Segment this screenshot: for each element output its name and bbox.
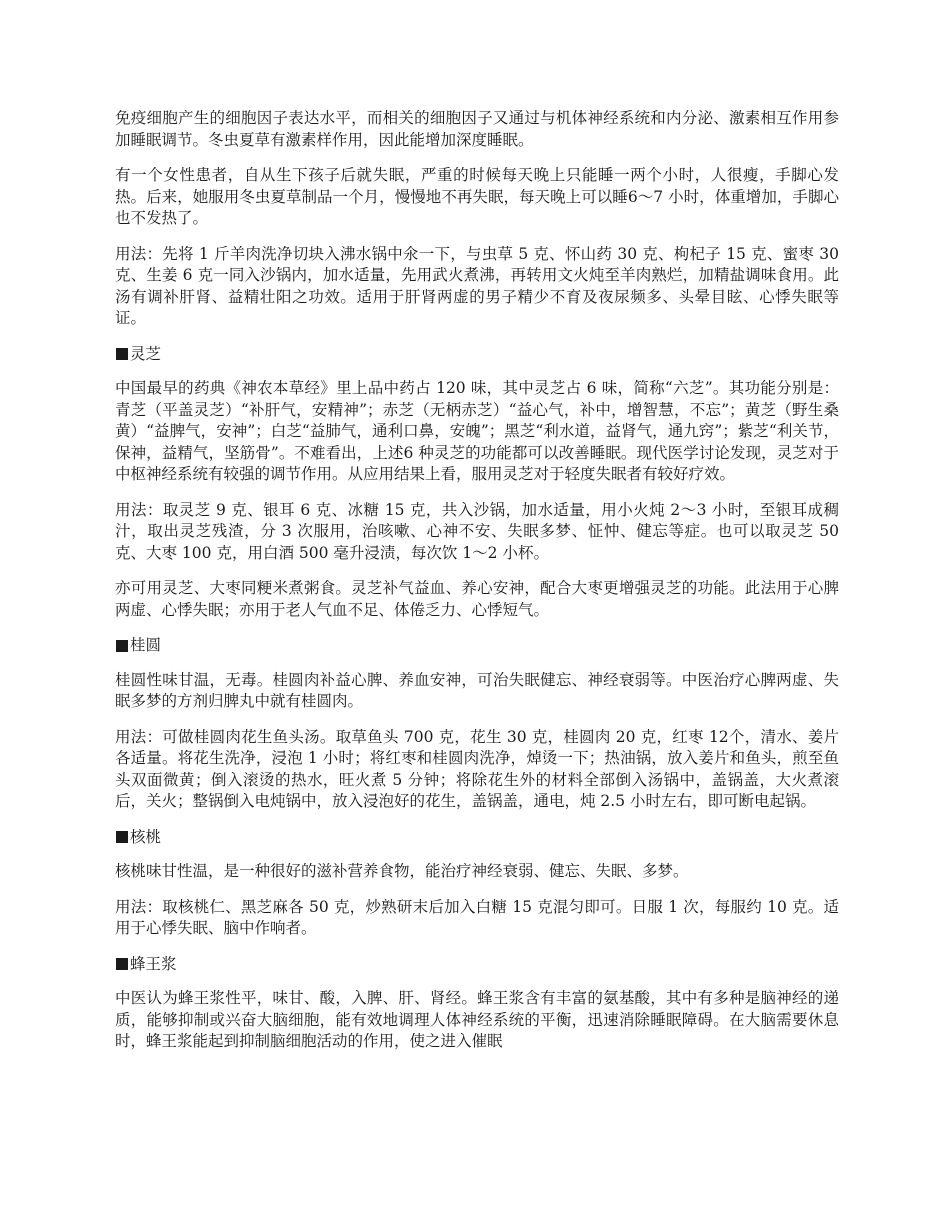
black-square-bullet-icon (116, 640, 128, 652)
section-title: 桂圆 (130, 636, 162, 654)
black-square-bullet-icon (116, 958, 128, 970)
section-walnut-heading (115, 827, 839, 849)
walnut-intro-paragraph: 核桃味甘性温，是一种很好的滋补营养食物，能治疗神经衰弱、健忘、失眠、多梦。 (115, 862, 689, 880)
section-title: 蜂王浆 (130, 954, 177, 973)
lingzhi-intro-paragraph: 中国最早的药典《神农本草经》里上品中药占 120 味，其中灵芝占 6 味，简称“六芝”。其功能分别是：青芝（平盖灵芝）“补肝气，安精神”；赤芝（无柄赤芝）“益心气，补中，增智慧，不忘”；黄芝（野生桑黄）“益脾气，安神”；白芝“益肺气，通利口鼻，安魄”；黑芝“利水道，益肾气，通九窍”；紫芝“利关节，保神，益精气，坚筋骨”。不难看出，上述6 种灵芝的功能都可以改善睡眠。现代医学讨论发现，灵芝对于中枢神经系统有较强的调节作用。从应用结果上看，服用灵芝对于轻度失眠者有较好疗效。 (115, 379, 839, 483)
section-royal-jelly-heading (115, 954, 839, 976)
royal-jelly-intro-paragraph: 中医认为蜂王浆性平，味甘、酸，入脾、肝、肾经。蜂王浆含有丰富的氨基酸，其中有多种是脑神经的递质，能够抑制或兴奋大脑细胞，能有效地调理人体神经系统的平衡，迅速消除睡眠障碍。在大脑需要休息时，蜂王浆能起到抑制脑细胞活动的作用，使之进入催眠 (115, 989, 839, 1050)
walnut-usage-paragraph: 用法：取核桃仁、黑芝麻各 50 克，炒熟研末后加入白糖 15 克混匀即可。日服 1 次，每服约 10 克。适用于心悸失眠、脑中作响者。 (115, 897, 839, 937)
section-longan-heading (115, 635, 839, 657)
section-title: 灵芝 (130, 344, 162, 363)
lingzhi-porridge-paragraph: 亦可用灵芝、大枣同粳米煮粥食。灵芝补气益血、养心安神，配合大枣更增强灵芝的功能。此法用于心脾两虚、心悸失眠；亦用于老人气血不足、体倦乏力、心悸短气。 (115, 579, 839, 619)
cordyceps-usage-paragraph: 用法：先将 1 斤羊肉洗净切块入沸水锅中氽一下，与虫草 5 克、怀山药 30 克、枸杞子 15 克、蜜枣 30 克、生姜 6 克一同入沙锅内，加水适量，先用武火煮沸，再转用文火炖至羊肉熟烂，加精盐调味食用。此汤有调补肝肾、益精壮阳之功效。适用于肝肾两虚的男子精少不育及夜尿频多、头晕目眩、心悸失眠等证。 (115, 244, 839, 327)
longan-usage-paragraph: 用法：可做桂圆肉花生鱼头汤。取草鱼头 700 克，花生 30 克，桂圆肉 20 克，红枣 12个，清水、姜片各适量。将花生洗净，浸泡 1 小时；将红枣和桂圆肉洗净，焯烫一下；热油锅，放入姜片和鱼头，煎至鱼头双面微黄；倒入滚烫的热水，旺火煮 5 分钟；将除花生外的材料全部倒入汤锅中，盖锅盖，大火煮滚后，关火；整锅倒入电炖锅中，放入浸泡好的花生，盖锅盖，通电，炖 2.5 小时左右，即可断电起锅。 (115, 727, 839, 810)
black-square-bullet-icon (116, 831, 128, 843)
section-lingzhi-heading (115, 344, 839, 366)
case-story-paragraph: 有一个女性患者，自从生下孩子后就失眠，严重的时候每天晚上只能睡一两个小时，人很瘦，手脚心发热。后来，她服用冬虫夏草制品一个月，慢慢地不再失眠，每天晚上可以睡6～7 小时，体重增加，手脚心也不发热了。 (115, 166, 839, 227)
black-square-bullet-icon (116, 348, 128, 360)
document-page (115, 108, 839, 1067)
intro-continuation-paragraph: 免疫细胞产生的细胞因子表达水平，而相关的细胞因子又通过与机体神经系统和内分泌、激素相互作用参加睡眠调节。冬虫夏草有激素样作用，因此能增加深度睡眠。 (115, 109, 839, 149)
section-title: 核桃 (130, 827, 162, 846)
longan-intro-paragraph: 桂圆性味甘温，无毒。桂圆肉补益心脾、养血安神，可治失眠健忘、神经衰弱等。中医治疗心脾两虚、失眠多梦的方剂归脾丸中就有桂圆肉。 (115, 670, 839, 710)
lingzhi-usage-paragraph: 用法：取灵芝 9 克、银耳 6 克、冰糖 15 克，共入沙锅，加水适量，用小火炖 2～3 小时，至银耳成稠汁，取出灵芝残渣，分 3 次服用，治咳嗽、心神不安、失眠多梦、怔忡、健忘等症。也可以取灵芝 50 克、大枣 100 克，用白酒 500 毫升浸渍，每次饮 1～2 小杯。 (115, 500, 839, 562)
